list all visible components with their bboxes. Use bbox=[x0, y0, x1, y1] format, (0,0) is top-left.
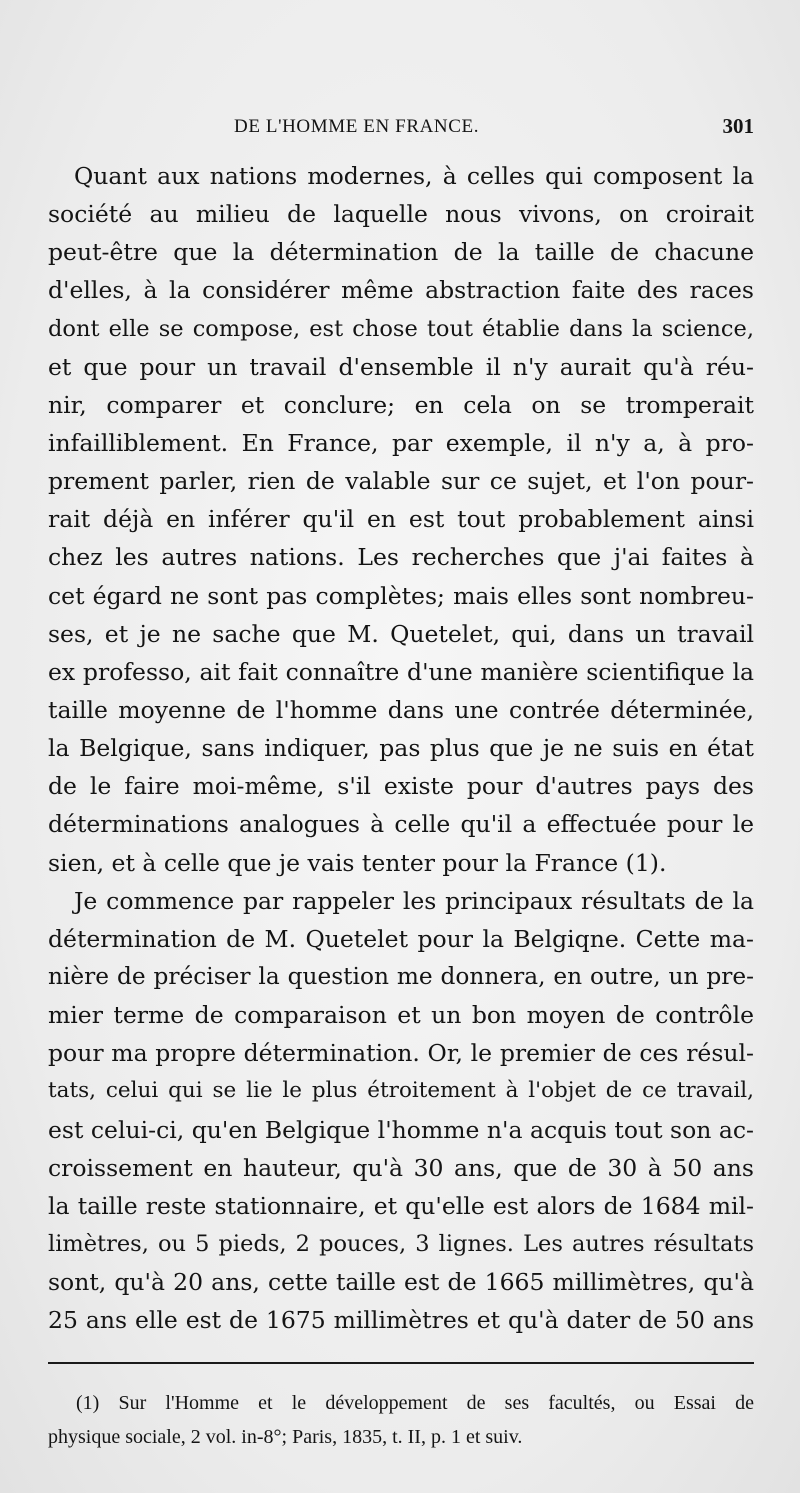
body-text bbox=[48, 157, 754, 1339]
text-line: nière de préciser la question me donnera, en outre, un pre- bbox=[48, 962, 754, 990]
text-line: déterminations analogues à celle qu'il a effectuée pour le bbox=[48, 810, 754, 839]
footnote-rule bbox=[48, 1362, 754, 1364]
text-line: peut-être que la détermination de la taille de chacune bbox=[48, 238, 754, 267]
text-line: dont elle se compose, est chose tout établie dans la science, bbox=[48, 315, 754, 342]
text-line: société au milieu de laquelle nous vivons, on croirait bbox=[48, 200, 754, 229]
text-line: détermination de M. Quetelet pour la Belgiqne. Cette ma- bbox=[48, 924, 754, 953]
text-line: tats, celui qui se lie le plus étroitement à l'objet de ce travail, bbox=[48, 1078, 754, 1104]
text-line: d'elles, à la considérer même abstraction faite des races bbox=[48, 276, 754, 305]
text-line: infailliblement. En France, par exemple, il n'y a, à pro- bbox=[48, 428, 754, 457]
text-line: la Belgique, sans indiquer, pas plus que je ne suis en état bbox=[48, 734, 754, 763]
page-number: 301 bbox=[722, 114, 754, 138]
text-line: et que pour un travail d'ensemble il n'y aurait qu'à réu- bbox=[48, 352, 754, 381]
text-line: ses, et je ne sache que M. Quetelet, qui, dans un travail bbox=[48, 619, 754, 648]
text-line: nir, comparer et conclure; en cela on se tromperait bbox=[48, 390, 754, 419]
text-line: Je commence par rappeler les principaux résultats de la bbox=[74, 886, 754, 915]
footnote bbox=[48, 1386, 754, 1454]
text-line: rait déjà en inférer qu'il en est tout probablement ainsi bbox=[48, 505, 754, 534]
text-line: chez les autres nations. Les recherches que j'ai faites à bbox=[48, 543, 754, 572]
text-line: mier terme de comparaison et un bon moyen de contrôle bbox=[48, 1001, 754, 1030]
text-line: 25 ans elle est de 1675 millimètres et qu'à dater de 50 ans bbox=[48, 1306, 754, 1335]
running-title: DE L'HOMME EN FRANCE. bbox=[234, 116, 480, 137]
footnote-line: physique sociale, 2 vol. in-8°; Paris, 1835, t. II, p. 1 et suiv. bbox=[48, 1426, 523, 1448]
text-line: prement parler, rien de valable sur ce sujet, et l'on pour- bbox=[48, 467, 754, 496]
text-line: de le faire moi-même, s'il existe pour d'autres pays des bbox=[48, 772, 754, 801]
page-header bbox=[48, 116, 754, 142]
text-line: cet égard ne sont pas complètes; mais elles sont nombreu- bbox=[48, 581, 754, 610]
text-line: est celui-ci, qu'en Belgique l'homme n'a acquis tout son ac- bbox=[48, 1115, 754, 1144]
text-line: limètres, ou 5 pieds, 2 pouces, 3 lignes. Les autres résultats bbox=[48, 1230, 754, 1257]
text-line: la taille reste stationnaire, et qu'elle est alors de 1684 mil- bbox=[48, 1191, 754, 1220]
text-line: Quant aux nations modernes, à celles qui composent la bbox=[74, 162, 754, 190]
text-line: taille moyenne de l'homme dans une contrée déterminée, bbox=[48, 695, 754, 724]
text-line: sont, qu'à 20 ans, cette taille est de 1665 millimètres, qu'à bbox=[48, 1268, 754, 1297]
text-line: sien, et à celle que je vais tenter pour la France (1). bbox=[48, 848, 667, 877]
text-line: pour ma propre détermination. Or, le premier de ces résul- bbox=[48, 1039, 754, 1068]
text-line: ex professo, ait fait connaître d'une manière scientifique la bbox=[48, 657, 754, 686]
footnote-line: (1) Sur l'Homme et le développement de ses facultés, ou Essai de bbox=[76, 1392, 754, 1414]
text-line: croissement en hauteur, qu'à 30 ans, que de 30 à 50 ans bbox=[48, 1153, 754, 1182]
